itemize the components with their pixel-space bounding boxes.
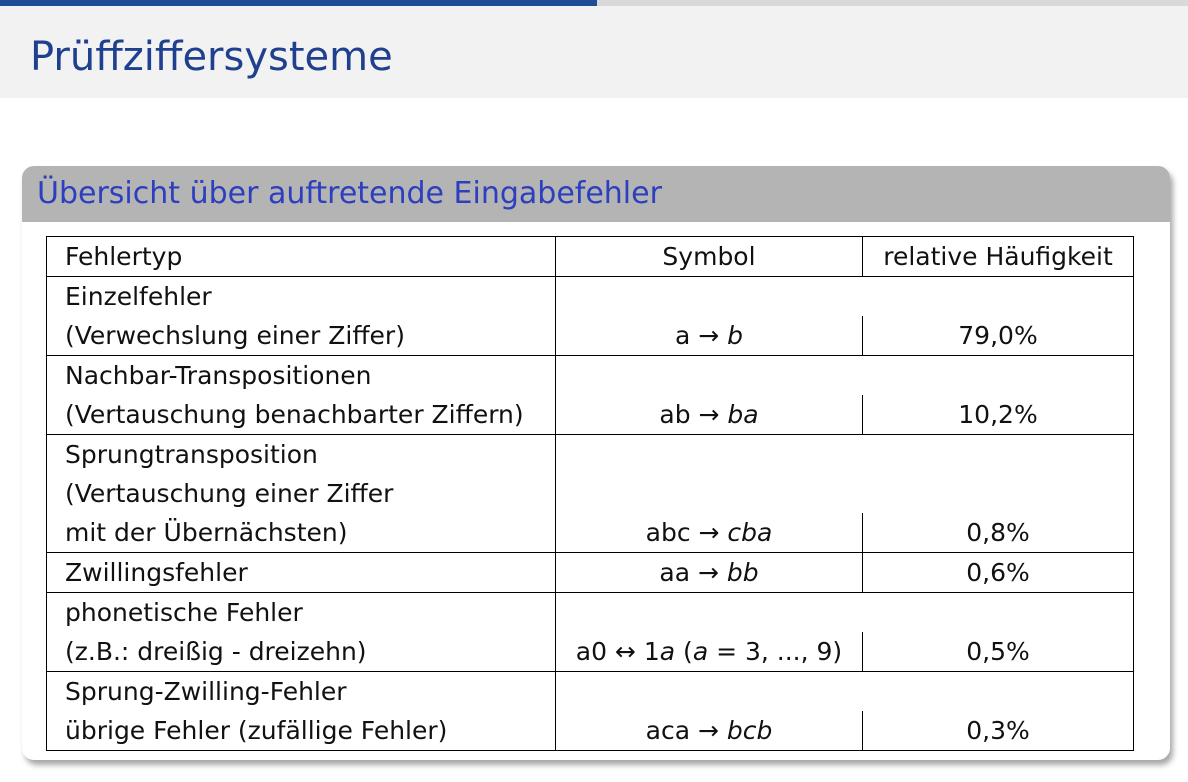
error-type-line: (Verwechslung einer Ziffer) <box>47 316 556 356</box>
error-symbol: aca → bcb <box>556 711 863 751</box>
table-row <box>47 356 1134 396</box>
table-row <box>47 553 1134 593</box>
table-row <box>47 632 1134 672</box>
error-frequency: 0,5% <box>863 632 1134 672</box>
error-symbol: ab → ba <box>556 395 863 435</box>
error-type-line: übrige Fehler (zufällige Fehler) <box>47 711 556 751</box>
table-row <box>47 316 1134 356</box>
header-symbol: Symbol <box>556 237 863 277</box>
table-row <box>47 672 1134 712</box>
error-type-line: Sprung-Zwilling-Fehler <box>47 672 556 712</box>
error-symbol: a0 ↔ 1a (a = 3, ..., 9) <box>556 632 863 672</box>
error-symbol: aa → bb <box>556 553 863 593</box>
header-frequency: relative Häufigkeit <box>863 237 1134 277</box>
error-type-line: (z.B.: dreißig - dreizehn) <box>47 632 556 672</box>
table-row <box>47 474 1134 513</box>
error-frequency: 0,3% <box>863 711 1134 751</box>
table-row <box>47 435 1134 475</box>
error-type-line: phonetische Fehler <box>47 593 556 633</box>
error-frequency: 0,6% <box>863 553 1134 593</box>
table-row <box>47 593 1134 633</box>
table-row <box>47 513 1134 553</box>
slide-title: Prüffziffersysteme <box>30 34 393 80</box>
error-types-table <box>46 236 1134 751</box>
error-frequency: 10,2% <box>863 395 1134 435</box>
header-fehlertyp: Fehlertyp <box>47 237 556 277</box>
error-symbol: abc → cba <box>556 513 863 553</box>
error-type-line: Nachbar-Transpositionen <box>47 356 556 396</box>
error-type-line: mit der Übernächsten) <box>47 513 556 553</box>
block-header <box>22 166 1170 222</box>
error-type-line: (Vertauschung einer Ziffer <box>47 474 556 513</box>
error-symbol: a → b <box>556 316 863 356</box>
error-frequency: 79,0% <box>863 316 1134 356</box>
block-title: Übersicht über auftretende Eingabefehler <box>37 176 662 211</box>
error-type-line: (Vertauschung benachbarter Ziffern) <box>47 395 556 435</box>
error-type-line: Zwillingsfehler <box>47 553 556 593</box>
table-row <box>47 277 1134 317</box>
error-frequency: 0,8% <box>863 513 1134 553</box>
table-row <box>47 395 1134 435</box>
slide-title-bar <box>0 6 1188 98</box>
error-type-line: Sprungtransposition <box>47 435 556 475</box>
table-row <box>47 711 1134 751</box>
table-header-row <box>47 237 1134 277</box>
error-type-line: Einzelfehler <box>47 277 556 317</box>
